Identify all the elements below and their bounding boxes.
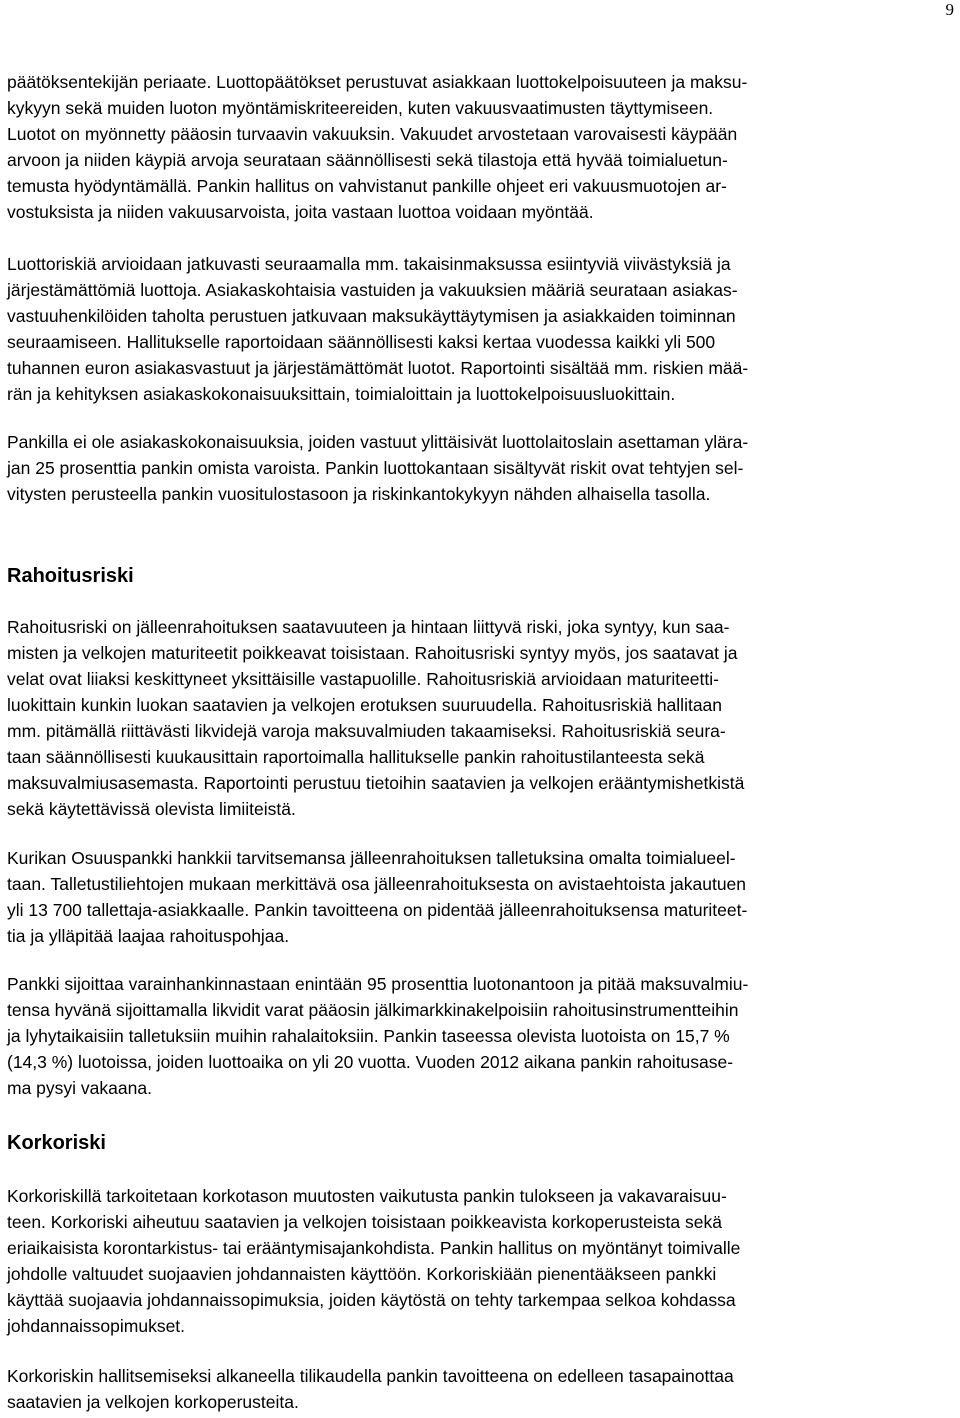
text-line: järjestämättömiä luottoja. Asiakaskohtaisia vastuiden ja vakuuksien määriä seurataan asiakas- (7, 280, 738, 300)
text-line: taan. Talletustiliehtojen mukaan merkittävä osa jälleenrahoituksesta on avistaehtoista jakautuen (7, 874, 747, 894)
text-line: ma pysyi vakaana. (7, 1078, 152, 1098)
text-line: luokittain kunkin luokan saatavien ja velkojen erotuksen suuruudella. Rahoitusriskiä hallitaan (7, 695, 723, 715)
text-line: Pankki sijoittaa varainhankinnastaan enintään 95 prosenttia luotonantoon ja pitää maksuvalmiu- (7, 974, 749, 994)
text-line: johdannaissopimukset. (7, 1316, 186, 1336)
text-line: jan 25 prosenttia pankin omista varoista. Pankin luottokantaan sisältyvät riskit ovat tehtyjen sel- (7, 458, 744, 478)
paragraph-customer-entities (7, 429, 953, 507)
text-line: kykyyn sekä muiden luoton myöntämiskriteereiden, kuten vakuusvaatimusten täyttymiseen. (7, 98, 714, 118)
text-line: velat ovat liiaksi keskittyneet yksittäisille vastapuolille. Rahoitusriskiä arvioidaan maturiteetti- (7, 669, 719, 689)
text-line: tensa hyvänä sijoittamalla likvidit varat pääosin jälkimarkkinakelpoisiin rahoitusinstrumentteihin (7, 1000, 739, 1020)
text-line: Kurikan Osuuspankki hankkii tarvitsemansa jälleenrahoituksen talletuksina omalta toimialueel- (7, 848, 736, 868)
text-line: rän ja kehityksen asiakaskokonaisuuksittain, toimialoittain ja luottokelpoisuusluokittain. (7, 384, 676, 404)
text-line: tuhannen euron asiakasvastuut ja järjestämättömät luotot. Raportointi sisältää mm. riskien mää- (7, 358, 749, 378)
text-line: ja lyhytaikaisiin talletuksiin muihin rahalaitoksiin. Pankin taseessa olevista luotoista on 15,7 % (7, 1026, 730, 1046)
text-line: päätöksentekijän periaate. Luottopäätökset perustuvat asiakkaan luottokelpoisuuteen ja maksu- (7, 72, 748, 92)
text-line: tia ja ylläpitää laajaa rahoituspohjaa. (7, 926, 290, 946)
section-heading-korkoriski: Korkoriski (7, 1132, 106, 1154)
text-line: (14,3 %) luotoissa, joiden luottoaika on yli 20 vuotta. Vuoden 2012 aikana pankin rahoitusase- (7, 1052, 734, 1072)
text-line: Korkoriskillä tarkoitetaan korkotason muutosten vaikutusta pankin tulokseen ja vakavaraisuu- (7, 1186, 727, 1206)
paragraph-interest-rate-management (7, 1363, 953, 1415)
text-line: teen. Korkoriski aiheutuu saatavien ja velkojen toisistaan poikkeavista korkoperusteista sekä (7, 1212, 722, 1232)
text-line: arvoon ja niiden käypiä arvoja seurataan säännöllisesti sekä tilastoja että hyvää toimialuetun- (7, 150, 728, 170)
text-line: vitysten perusteella pankin vuositulostasoon ja riskinkantokykyyn nähden alhaisella tasolla. (7, 484, 711, 504)
text-line: saatavien ja velkojen korkoperusteita. (7, 1392, 299, 1412)
text-line: vastuuhenkilöiden taholta perustuen jatkuvaan maksukäyttäytymisen ja asiakkaiden toiminnan (7, 306, 736, 326)
text-line: temusta hyödyntämällä. Pankin hallitus on vahvistanut pankille ohjeet eri vakuusmuotojen ar- (7, 176, 727, 196)
text-line: Rahoitusriski on jälleenrahoituksen saatavuuteen ja hintaan liittyvä riski, joka syntyy, kun saa- (7, 617, 730, 637)
paragraph-liquidity (7, 971, 953, 1101)
text-line: käyttää suojaavia johdannaissopimuksia, joiden käytöstä on tehty tarkempaa selkoa kohdassa (7, 1290, 736, 1310)
paragraph-refinancing (7, 845, 953, 949)
text-line: vostuksista ja niiden vakuusarvoista, joita vastaan luottoa voidaan myöntää. (7, 202, 594, 222)
text-line: misten ja velkojen maturiteetit poikkeavat toisistaan. Rahoitusriski syntyy myös, jos saatavat ja (7, 643, 738, 663)
text-line: Luotot on myönnetty pääosin turvaavin vakuuksin. Vakuudet arvostetaan varovaisesti käypään (7, 124, 738, 144)
text-line: Korkoriskin hallitsemiseksi alkaneella tilikaudella pankin tavoitteena on edelleen tasapainottaa (7, 1366, 734, 1386)
paragraph-funding-risk (7, 614, 953, 822)
text-line: yli 13 700 tallettaja-asiakkaalle. Pankin tavoitteena on pidentää jälleenrahoituksensa maturiteet- (7, 900, 748, 920)
text-line: sekä käytettävissä olevista limiiteistä. (7, 799, 296, 819)
text-line: Luottoriskiä arvioidaan jatkuvasti seuraamalla mm. takaisinmaksussa esiintyviä viivästyksiä ja (7, 254, 731, 274)
text-line: mm. pitämällä riittävästi likvidejä varoja maksuvalmiuden takaamiseksi. Rahoitusriskiä seura- (7, 721, 726, 741)
paragraph-credit-risk-monitoring (7, 251, 953, 407)
paragraph-credit-decisions (7, 69, 953, 225)
section-heading-rahoitusriski: Rahoitusriski (7, 565, 134, 587)
text-line: eriaikaisista korontarkistus- tai erääntymisajankohdista. Pankin hallitus on myöntänyt toimivalle (7, 1238, 741, 1258)
text-line: maksuvalmiusasemasta. Raportointi perustuu tietoihin saatavien ja velkojen erääntymishetkistä (7, 773, 745, 793)
text-line: taan säännöllisesti kuukausittain raportoimalla hallitukselle pankin rahoitustilanteesta sekä (7, 747, 705, 767)
page-number: 9 (945, 0, 954, 19)
paragraph-interest-rate-risk (7, 1183, 953, 1339)
text-line: seuraamiseen. Hallitukselle raportoidaan säännöllisesti kaksi kertaa vuodessa kaikki yli 500 (7, 332, 716, 352)
text-line: Pankilla ei ole asiakaskokonaisuuksia, joiden vastuut ylittäisivät luottolaitoslain asettaman ylära- (7, 432, 749, 452)
text-line: johdolle valtuudet suojaavien johdannaisten käyttöön. Korkoriskiään pienentääkseen pankki (7, 1264, 717, 1284)
